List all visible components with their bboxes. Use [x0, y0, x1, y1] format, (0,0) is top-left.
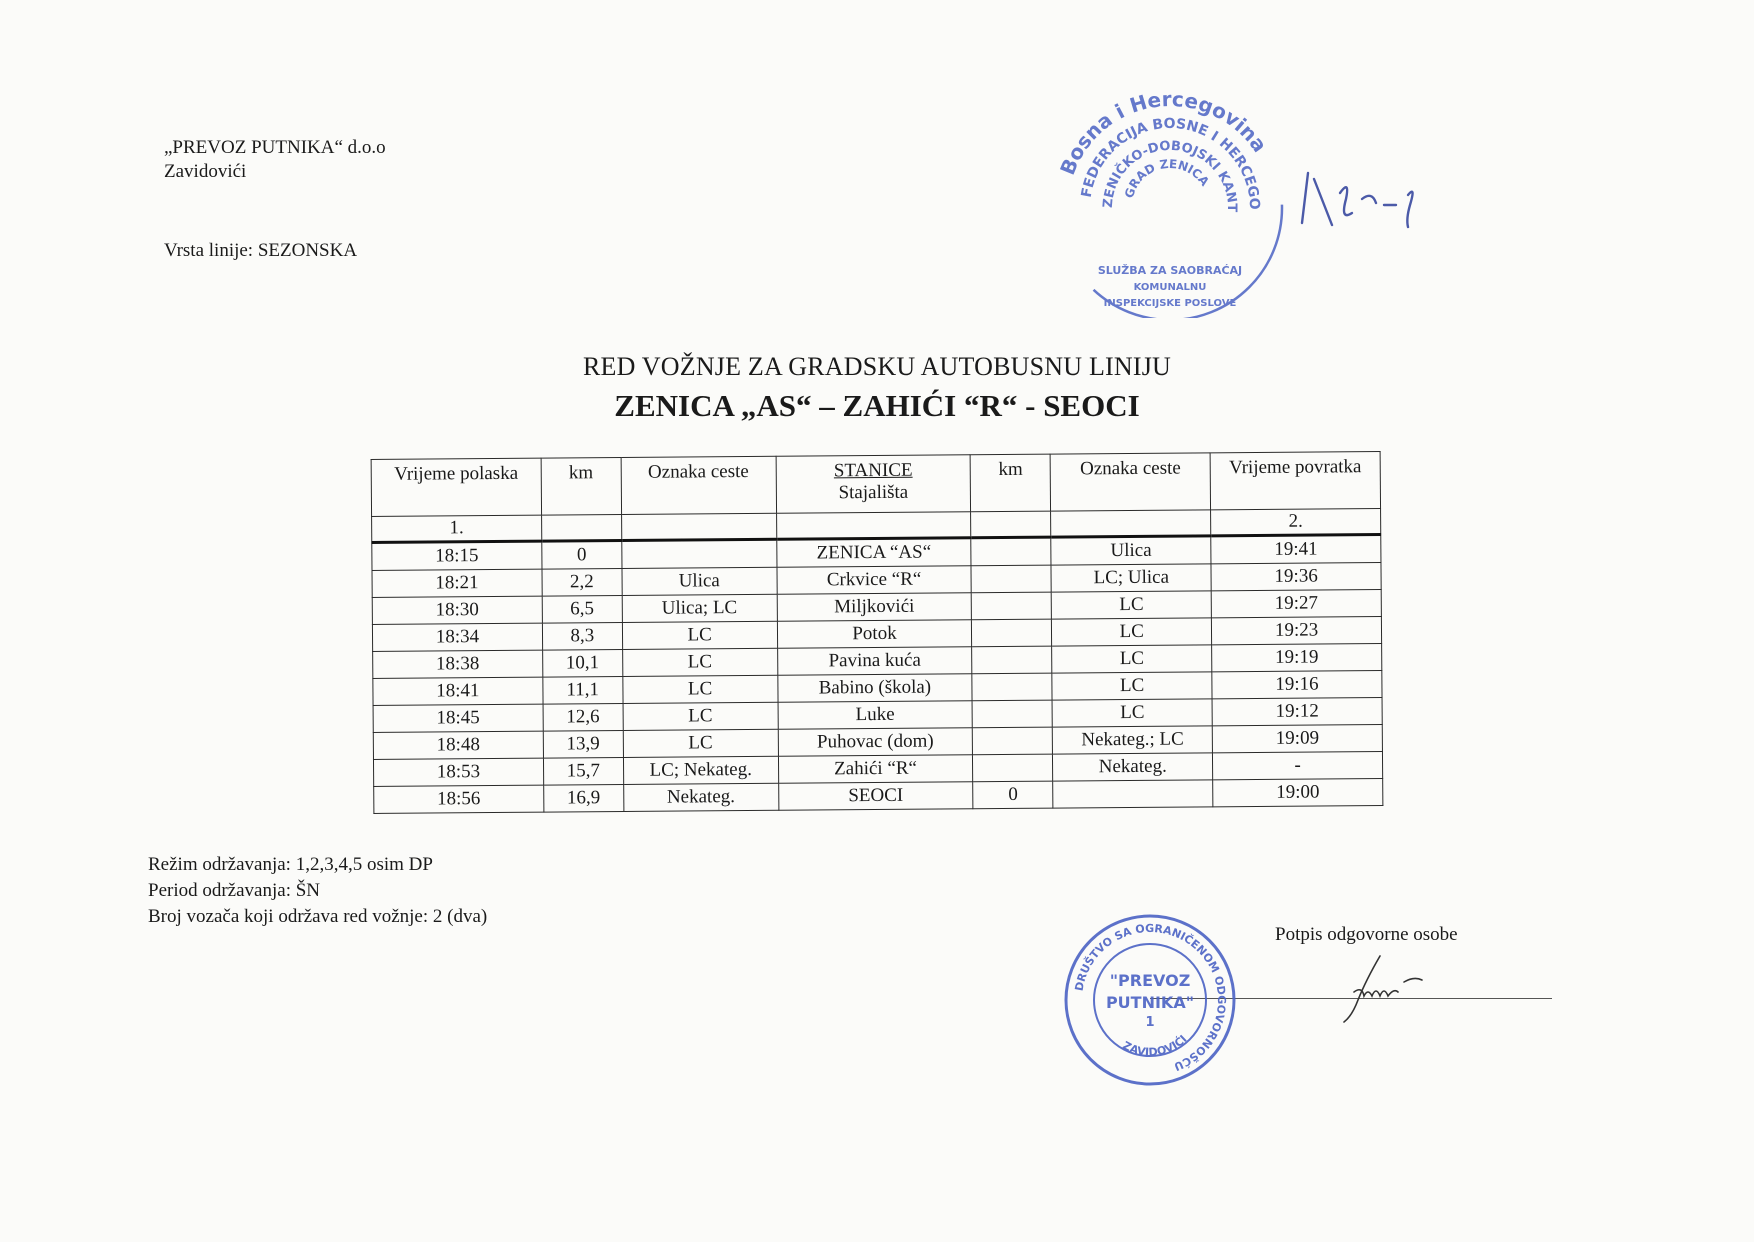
header-stations-title: STANICE	[833, 459, 913, 482]
stamp-top-sub1: KOMUNALNU	[1133, 282, 1207, 293]
cell-road2: Nekateg.	[1053, 753, 1213, 781]
maintenance-drivers: Broj vozača koji održava red vožnje: 2 (dva)	[148, 906, 488, 927]
header-km-back: km	[970, 454, 1050, 512]
cell-dep: 18:38	[373, 650, 543, 678]
cell-road2: LC; Ulica	[1051, 564, 1211, 592]
cell-ret: 19:12	[1212, 698, 1382, 726]
stamp-top-service: SLUŽBA ZA SAOBRAĆAJ	[1097, 264, 1243, 277]
cell-km: 12,6	[543, 703, 623, 731]
stamp-top-inner: ZENIČKO-DOBOJSKI KANT	[1100, 138, 1240, 213]
cell-km2	[972, 700, 1052, 728]
company-city: Zavidovići	[164, 161, 247, 182]
cell-km: 13,9	[543, 730, 623, 758]
cell-dep: 18:30	[372, 596, 542, 624]
cell-road2: Ulica	[1051, 536, 1211, 565]
cell-km2	[972, 592, 1052, 620]
maintenance-period: Period održavanja: ŠN	[148, 880, 321, 901]
cell-road2: LC	[1052, 618, 1212, 646]
cell-road2: LC	[1052, 645, 1212, 673]
cell-km2	[972, 673, 1052, 701]
table-header-row	[371, 452, 1380, 517]
stamp-bottom-name2: PUTNIKA"	[1105, 993, 1195, 1012]
cell-km: 8,3	[542, 623, 622, 651]
cell-station: SEOCI	[778, 782, 973, 811]
signature-label: Potpis odgovorne osobe	[1275, 924, 1458, 945]
cell-station: Miljkovići	[777, 593, 972, 622]
cell-road: LC	[623, 675, 778, 703]
header-return: Vrijeme povratka	[1210, 452, 1380, 510]
cell-km2: 0	[973, 781, 1053, 809]
cell-road: LC; Nekateg.	[623, 756, 778, 784]
header-stations-sub: Stajališta	[838, 481, 909, 504]
cell-km: 10,1	[542, 650, 622, 678]
company-stamp	[1058, 908, 1242, 1097]
cell-dep: 18:56	[374, 785, 544, 813]
header-road-back: Oznaka ceste	[1050, 453, 1210, 511]
cell-station: Crkvice “R“	[777, 566, 972, 595]
cell-km: 11,1	[543, 676, 623, 704]
cell-km2	[973, 754, 1053, 782]
direction-out: 1.	[372, 515, 542, 542]
cell-dep: 18:48	[373, 731, 543, 759]
cell-km2	[971, 537, 1051, 566]
cell-road2	[1053, 780, 1213, 808]
svg-text:ZAVIDOVIĆI	[1121, 1033, 1190, 1059]
cell-ret: 19:23	[1212, 617, 1382, 645]
cell-km: 16,9	[544, 784, 624, 812]
header-stations	[776, 455, 971, 514]
cell-km2	[973, 727, 1053, 755]
cell-ret: 19:00	[1213, 779, 1383, 807]
cell-station: ZENICA “AS“	[776, 538, 971, 568]
stamp-top-ring: FEDERACIJA BOSNE I HERCEGO	[1078, 115, 1263, 210]
stamp-top-outer: Bosna i Hercegovina	[1055, 86, 1272, 179]
cell-station: Zahići “R“	[778, 755, 973, 784]
cell-km: 2,2	[542, 569, 622, 597]
stamp-bottom-city: ZAVIDOVIĆI	[1120, 1032, 1190, 1059]
stamp-bottom-name1: "PREVOZ	[1109, 971, 1191, 990]
timetable	[371, 451, 1384, 814]
cell-ret: 19:36	[1211, 563, 1381, 591]
cell-ret: 19:19	[1212, 644, 1382, 672]
municipal-stamp	[1040, 78, 1300, 323]
cell-dep: 18:53	[373, 758, 543, 786]
cell-station: Potok	[777, 620, 972, 649]
cell-road: Nekateg.	[623, 783, 778, 811]
cell-road2: LC	[1052, 699, 1212, 727]
cell-road2: LC	[1051, 591, 1211, 619]
cell-ret: 19:27	[1211, 590, 1381, 618]
line-type: Vrsta linije: SEZONSKA	[164, 240, 358, 261]
stamp-top-city: GRAD ZENICA	[1121, 156, 1212, 200]
cell-road	[622, 539, 777, 568]
handwritten-reference	[1300, 165, 1420, 240]
cell-station: Pavina kuća	[777, 647, 972, 676]
cell-dep: 18:41	[373, 677, 543, 705]
stamp-bottom-number: 1	[1145, 1015, 1155, 1030]
cell-road2: LC	[1052, 672, 1212, 700]
cell-dep: 18:45	[373, 704, 543, 732]
cell-road: LC	[623, 729, 778, 757]
route-title: ZENICA „AS“ – ZAHIĆI “R“ - SEOCI	[614, 388, 1140, 423]
stamp-top-sub2: INSPEKCIJSKE POSLOVE	[1103, 298, 1237, 309]
cell-km2	[971, 565, 1051, 593]
cell-road2: Nekateg.; LC	[1053, 726, 1213, 754]
timetable-body	[372, 535, 1383, 814]
page-title: RED VOŽNJE ZA GRADSKU AUTOBUSNU LINIJU	[582, 352, 1172, 381]
header-km-out: km	[541, 458, 621, 516]
cell-dep: 18:15	[372, 541, 542, 570]
cell-km2	[972, 646, 1052, 674]
cell-ret: 19:09	[1212, 725, 1382, 753]
cell-dep: 18:34	[372, 623, 542, 651]
direction-back: 2.	[1211, 509, 1381, 536]
cell-road: LC	[622, 621, 777, 649]
cell-road: LC	[622, 648, 777, 676]
signature	[1340, 952, 1430, 1029]
stamp-bottom-ring: DRUŠTVO SA OGRANIČENOM ODGOVORNOŠĆU	[1072, 921, 1229, 1074]
cell-ret: -	[1213, 752, 1383, 780]
company-block	[164, 136, 386, 184]
cell-road: LC	[623, 702, 778, 730]
header-departure: Vrijeme polaska	[371, 458, 541, 516]
company-name: „PREVOZ PUTNIKA“ d.o.o	[164, 137, 386, 158]
cell-km: 0	[542, 541, 622, 570]
cell-km: 6,5	[542, 596, 622, 624]
cell-ret: 19:41	[1211, 535, 1381, 564]
cell-ret: 19:16	[1212, 671, 1382, 699]
cell-dep: 18:21	[372, 569, 542, 597]
maintenance-mode: Režim održavanja: 1,2,3,4,5 osim DP	[148, 854, 433, 875]
cell-station: Babino (škola)	[777, 674, 972, 703]
cell-road: Ulica; LC	[622, 594, 777, 622]
cell-station: Luke	[778, 701, 973, 730]
header-road-out: Oznaka ceste	[621, 456, 776, 514]
cell-km2	[972, 619, 1052, 647]
cell-road: Ulica	[622, 567, 777, 595]
maintenance-info	[148, 852, 487, 930]
cell-km: 15,7	[543, 757, 623, 785]
cell-station: Puhovac (dom)	[778, 728, 973, 757]
